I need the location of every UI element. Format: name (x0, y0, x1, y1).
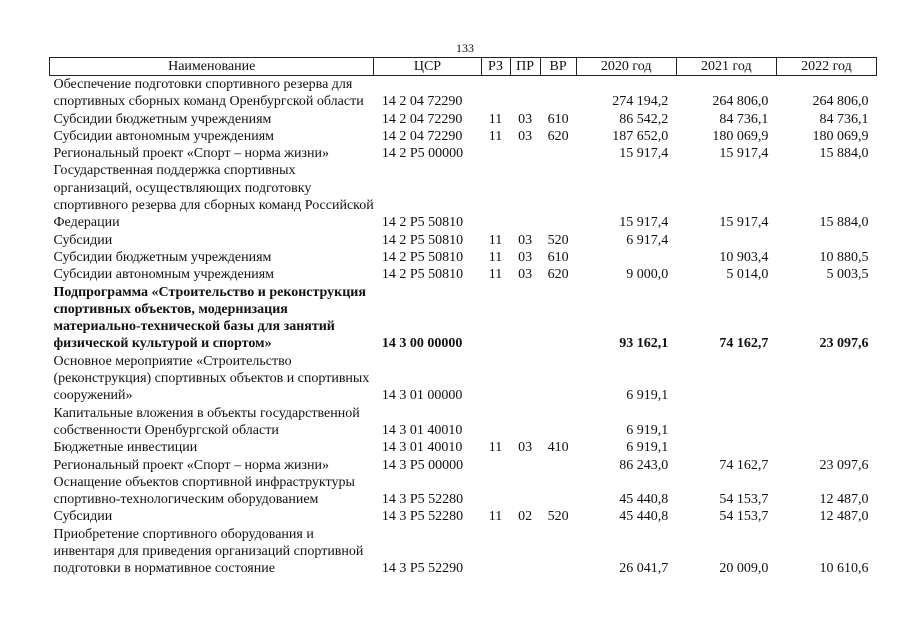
cell-name: Субсидии (53, 232, 113, 248)
cell-2021: 54 153,7 (719, 492, 769, 508)
cell-2020: 15 917,4 (619, 146, 669, 162)
cell-2020: 187 652,0 (612, 128, 669, 144)
cell-2022: 23 097,6 (819, 457, 869, 473)
cell-name: Подпрограмма «Строительство и реконструкция спортивных объектов, модернизация материально-технической базы для занятий физической культурой и спортом» (53, 284, 366, 352)
table-row (50, 353, 877, 405)
cell-2022: 10 610,6 (819, 561, 869, 577)
cell-name: Субсидии автономным учреждениям (53, 267, 275, 283)
cell-name: Субсидии автономным учреждениям (53, 128, 275, 144)
table-row (50, 232, 877, 249)
cell-2021: 5 014,0 (726, 267, 769, 283)
cell-rz (481, 353, 510, 405)
cell-2021: 84 736,1 (719, 111, 769, 127)
cell-pr (510, 284, 540, 353)
cell-2022 (776, 439, 876, 456)
cell-rz (481, 474, 510, 509)
cell-2022: 12 487,0 (819, 492, 869, 508)
table-row (50, 128, 877, 145)
cell-csr: 14 2 P5 50810 (381, 267, 464, 283)
cell-2020: 274 194,2 (612, 94, 669, 110)
cell-2022: 10 880,5 (819, 249, 869, 265)
cell-name: Региональный проект «Спорт – норма жизни» (53, 457, 329, 473)
cell-2021 (676, 405, 776, 440)
column-header-vr: ВР (540, 58, 576, 76)
cell-2022 (776, 232, 876, 249)
table-row (50, 145, 877, 162)
cell-pr: 03 (518, 128, 533, 144)
cell-2020: 15 917,4 (619, 215, 669, 231)
cell-pr (510, 474, 540, 509)
cell-csr: 14 3 00 00000 (381, 336, 463, 352)
cell-2020: 86 243,0 (619, 457, 669, 473)
cell-2022: 15 884,0 (819, 215, 869, 231)
cell-csr: 14 2 04 72290 (381, 111, 463, 127)
cell-2022: 12 487,0 (819, 509, 869, 525)
cell-rz: 11 (488, 249, 503, 265)
cell-pr (510, 162, 540, 231)
cell-2021: 74 162,7 (719, 336, 769, 352)
cell-vr: 620 (547, 128, 569, 144)
cell-name: Капитальные вложения в объекты государственной собственности Оренбургской области (53, 405, 360, 438)
cell-2022: 84 736,1 (819, 111, 869, 127)
cell-csr: 14 3 01 40010 (381, 422, 463, 438)
column-header-rz: РЗ (481, 58, 510, 76)
cell-vr: 520 (547, 509, 569, 525)
cell-rz: 11 (488, 128, 503, 144)
table-row (50, 249, 877, 266)
cell-pr (510, 457, 540, 474)
table-row (50, 162, 877, 231)
cell-csr: 14 2 P5 00000 (381, 146, 464, 162)
cell-pr: 03 (518, 440, 533, 456)
cell-rz (481, 162, 510, 231)
column-header-2022: 2022 год (776, 58, 876, 76)
cell-pr: 03 (518, 111, 533, 127)
cell-pr: 03 (518, 232, 533, 248)
cell-pr (510, 526, 540, 578)
cell-vr (540, 284, 576, 353)
cell-vr (540, 76, 576, 111)
cell-name: Основное мероприятие «Строительство (реконструкция) спортивных объектов и спортивных сооружений» (53, 353, 370, 404)
table-row (50, 526, 877, 578)
cell-rz (481, 284, 510, 353)
cell-csr: 14 3 P5 00000 (381, 457, 464, 473)
cell-rz: 11 (488, 440, 503, 456)
cell-2020 (576, 249, 676, 266)
cell-2021: 264 806,0 (712, 94, 769, 110)
cell-pr: 03 (518, 249, 533, 265)
cell-pr (510, 353, 540, 405)
cell-name: Государственная поддержка спортивных организаций, осуществляющих подготовку спортивного резерва для сборных команд Российской Федерации (53, 163, 374, 231)
cell-pr: 02 (518, 509, 533, 525)
cell-csr: 14 2 P5 50810 (381, 215, 464, 231)
table-body (50, 76, 877, 578)
cell-rz: 11 (488, 267, 503, 283)
cell-csr: 14 3 P5 52290 (381, 561, 464, 577)
cell-2020: 6 919,1 (626, 388, 669, 404)
cell-vr: 410 (547, 440, 569, 456)
cell-2021: 54 153,7 (719, 509, 769, 525)
table-header-row (50, 58, 877, 76)
cell-vr (540, 474, 576, 509)
cell-2022 (776, 353, 876, 405)
cell-vr (540, 353, 576, 405)
table-row (50, 111, 877, 128)
cell-2020: 6 917,4 (626, 232, 669, 248)
cell-rz: 11 (488, 509, 503, 525)
cell-2022: 5 003,5 (826, 267, 869, 283)
table-row (50, 405, 877, 440)
cell-vr (540, 405, 576, 440)
cell-pr: 03 (518, 267, 533, 283)
column-header-pr: ПР (510, 58, 540, 76)
cell-vr: 520 (547, 232, 569, 248)
cell-2022 (776, 405, 876, 440)
cell-vr (540, 162, 576, 231)
cell-2022: 180 069,9 (812, 128, 869, 144)
cell-name: Субсидии бюджетным учреждениям (53, 249, 272, 265)
cell-vr (540, 145, 576, 162)
cell-csr: 14 2 04 72290 (381, 128, 463, 144)
cell-pr (510, 405, 540, 440)
cell-2021 (676, 353, 776, 405)
cell-name: Оснащение объектов спортивной инфраструктуры спортивно-технологическим оборудованием (53, 474, 355, 508)
cell-2021 (676, 439, 776, 456)
cell-2021: 10 903,4 (719, 249, 769, 265)
cell-csr: 14 3 01 00000 (381, 388, 463, 404)
cell-name: Субсидии бюджетным учреждениям (53, 111, 272, 127)
cell-rz (481, 145, 510, 162)
cell-rz (481, 405, 510, 440)
cell-2020: 45 440,8 (619, 492, 669, 508)
cell-csr: 14 2 P5 50810 (381, 232, 464, 248)
cell-2022: 23 097,6 (819, 336, 869, 352)
cell-2021: 15 917,4 (719, 146, 769, 162)
cell-rz (481, 457, 510, 474)
cell-2021: 15 917,4 (719, 215, 769, 231)
cell-vr (540, 526, 576, 578)
cell-2020: 86 542,2 (619, 111, 669, 127)
cell-rz (481, 76, 510, 111)
cell-2021 (676, 232, 776, 249)
page-number: 133 (456, 41, 474, 55)
cell-2021: 20 009,0 (719, 561, 769, 577)
column-header-2021: 2021 год (676, 58, 776, 76)
cell-csr: 14 3 P5 52280 (381, 492, 464, 508)
cell-2020: 45 440,8 (619, 509, 669, 525)
table-row (50, 439, 877, 456)
cell-rz (481, 526, 510, 578)
cell-pr (510, 76, 540, 111)
cell-name: Региональный проект «Спорт – норма жизни» (53, 146, 329, 162)
column-header-csr: ЦСР (374, 58, 481, 76)
cell-2022: 264 806,0 (812, 94, 869, 110)
table-row (50, 474, 877, 509)
cell-2020: 9 000,0 (626, 267, 669, 283)
column-header-2020: 2020 год (576, 58, 676, 76)
cell-vr (540, 457, 576, 474)
cell-2020: 26 041,7 (619, 561, 669, 577)
cell-vr: 620 (547, 267, 569, 283)
cell-csr: 14 2 04 72290 (381, 94, 463, 110)
column-header-name: Наименование (50, 58, 374, 76)
table-row (50, 266, 877, 283)
cell-name: Бюджетные инвестиции (53, 440, 198, 456)
cell-2021: 74 162,7 (719, 457, 769, 473)
cell-vr: 610 (547, 249, 569, 265)
cell-2022: 15 884,0 (819, 146, 869, 162)
cell-2020: 6 919,1 (626, 440, 669, 456)
table-row (50, 508, 877, 525)
cell-2021: 180 069,9 (712, 128, 769, 144)
table-row (50, 284, 877, 353)
cell-name: Субсидии (53, 509, 113, 525)
cell-name: Обеспечение подготовки спортивного резерва для спортивных сборных команд Оренбургской области (53, 77, 364, 110)
cell-rz: 11 (488, 232, 503, 248)
table-row (50, 457, 877, 474)
cell-2020: 93 162,1 (619, 336, 669, 352)
cell-name: Приобретение спортивного оборудования и инвентаря для приведения организаций спортивной подготовки в нормативное состояние (53, 526, 364, 577)
cell-2020: 6 919,1 (626, 422, 669, 438)
cell-vr: 610 (547, 111, 569, 127)
cell-csr: 14 2 P5 50810 (381, 249, 464, 265)
table-row (50, 76, 877, 111)
cell-csr: 14 3 01 40010 (381, 440, 463, 456)
cell-rz: 11 (488, 111, 503, 127)
budget-table (49, 57, 877, 578)
cell-pr (510, 145, 540, 162)
cell-csr: 14 3 P5 52280 (381, 509, 464, 525)
